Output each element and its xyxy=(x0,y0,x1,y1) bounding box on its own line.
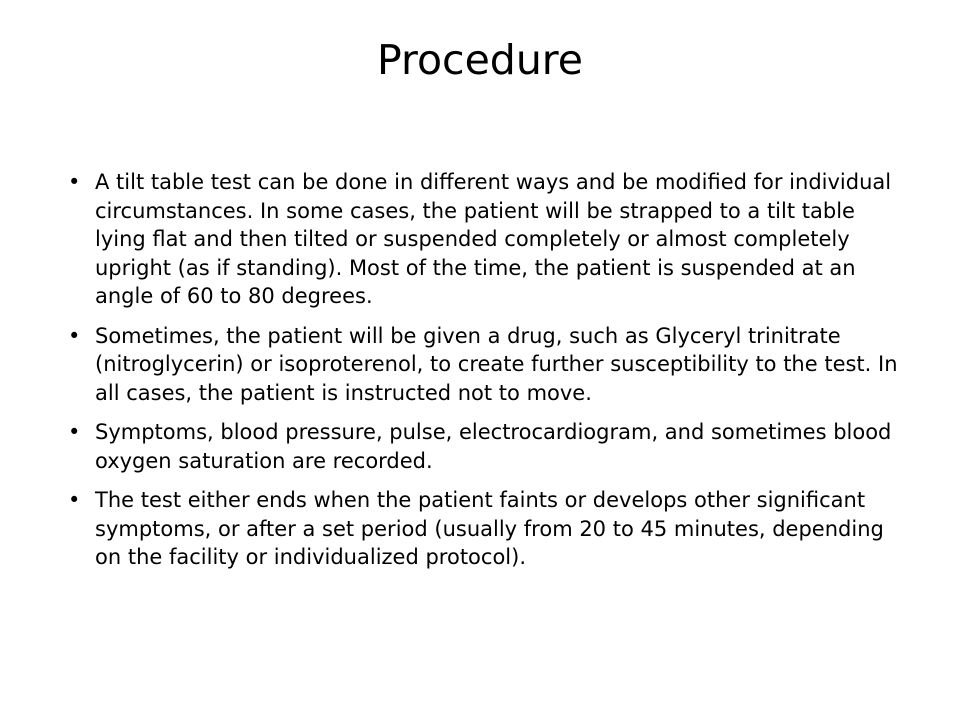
bullet-text: The test either ends when the patient faints or develops other significant symptoms, or after a set period (usually from 20 to 45 minutes, depending on the facility or individualized protocol). xyxy=(95,488,884,569)
bullet-marker: • xyxy=(68,323,81,348)
bullet-text: Symptoms, blood pressure, pulse, electrocardiogram, and sometimes blood oxygen saturation are recorded. xyxy=(95,420,892,473)
bullet-marker: • xyxy=(68,488,81,512)
slide-title: Procedure xyxy=(376,36,583,84)
bullet-marker: • xyxy=(68,420,81,444)
bullet-marker: • xyxy=(68,170,81,194)
bullet-list xyxy=(68,168,904,583)
bullet-item-1 xyxy=(68,168,904,311)
bullet-text: A tilt table test can be done in different ways and be modified for individual circumstances. In some cases, the patient will be strapped to a tilt table lying flat and then tilted or suspended completely or almost completely upright (as if standing). Most of the time, the patient is suspended at an angle of 60 to 80 degrees. xyxy=(95,170,892,308)
bullet-text: Sometimes, the patient will be given a drug, such as Glyceryl trinitrate (nitroglycerin) or isoproterenol, to create further susceptibility to the test. In all cases, the patient is instructed not to move. xyxy=(95,323,898,405)
bullet-item-3 xyxy=(68,418,904,475)
bullet-item-4 xyxy=(68,486,904,572)
bullet-item-2 xyxy=(68,322,904,408)
